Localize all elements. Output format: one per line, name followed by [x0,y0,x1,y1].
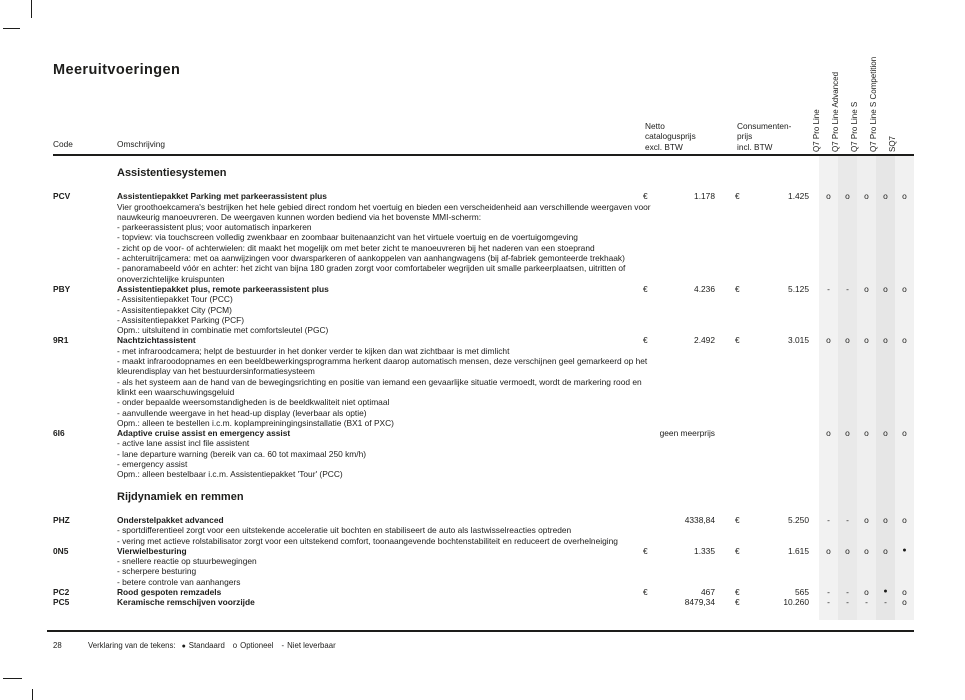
availability-marker: o [883,428,888,439]
availability-marker: o [883,283,888,294]
option-detail-line: - Assisitentiepakket City (PCM) [117,304,232,315]
legend-label: Verklaring van de tekens: [88,641,176,650]
option-title: Keramische remschijven voorzijde [117,597,255,608]
netto-header-line: excl. BTW [645,141,683,152]
legend-item-standard [182,641,225,650]
netto-price [643,428,715,438]
availability-marker: o [883,335,888,346]
option-detail-line: - topview: via touchscreen volledig zwenkbaar en zoombaar buitenaanzicht van het virtuele voertuig en de voertuigomgeving [117,232,578,243]
availability-marker: o [864,514,869,525]
legend-item-label: Optioneel [240,641,274,650]
trim-column-label: Q7 Pro Line S Competition [869,56,878,152]
section-heading: Assistentiesystemen [117,167,227,179]
availability-marker: o [902,514,907,525]
consumer-amount: 1.425 [788,191,809,202]
netto-price [643,546,715,556]
availability-marker: o [902,283,907,294]
option-detail-line: Opm.: alleen bestelbaar i.c.m. Assistentiepakket 'Tour' (PCC) [117,469,343,480]
availability-marker: o [864,545,869,556]
option-detail-line: - emergency assist [117,459,188,470]
netto-price [643,335,715,345]
availability-marker: - [846,597,849,608]
option-detail-line: Opm.: alleen te bestellen i.c.m. koplampreiningingsinstallatie (BX1 of PXC) [117,417,394,428]
availability-marker: o [845,335,850,346]
footer-rule [47,630,914,632]
option-detail-line: - Assisitentiepakket Tour (PCC) [117,294,233,305]
euro-symbol: € [735,191,740,202]
crop-mark-bottom-left-vertical [32,689,33,700]
option-detail-line: - lane departure warning (bereik van ca. 60 tot maximaal 250 km/h) [117,448,367,459]
trim-column-label: Q7 Pro Line [812,109,821,152]
option-detail-line: - panoramabeeld vóór en achter: het zicht van bijna 180 graden zorgt voor comfortabeler wegrijden uit smalle parkeerplaatsen, uitritten of [117,263,626,274]
euro-symbol: € [735,597,740,608]
option-title: Nachtzichtassistent [117,335,196,346]
netto-amount: geen meerprijs [659,428,715,439]
option-detail-line: - snellere reactie op stuurbewegingen [117,556,257,567]
consumer-price [735,191,809,201]
crop-mark-bottom-left-horizontal [3,678,22,679]
availability-marker: - [884,597,887,608]
option-code: 6I6 [53,428,65,439]
consumer-header-line: prijs [737,131,753,142]
option-detail-line: kleurendisplay van het bestuurdersinformatiesysteem [117,366,315,377]
netto-price [643,597,715,607]
option-detail-line: - sportdifferentieel zorgt voor een uitstekende acceleratie uit bochten en stabiliseert de auto als lastwisselreacties optreden [117,525,572,536]
page-title: Meeruitvoeringen [53,62,181,78]
consumer-amount: 1.615 [788,545,809,556]
option-detail-line: Vier groothoekcamera's bestrijken het hele gebied direct rondom het voertuig en bieden een verscheidenheid aan verschillende weergaven voor [117,201,651,212]
option-row [53,515,914,546]
option-detail-line: - als het systeem aan de hand van de bewegingsrichting en positie van iemand een gevaarlijke situatie vermoedt, wordt de markering rood en [117,376,642,387]
option-code: PC5 [53,597,70,608]
availability-markers [819,335,914,345]
option-detail-line: - active lane assist incl file assistent [117,438,250,449]
availability-marker: o [902,586,907,597]
optional-circle-icon: o [232,641,238,650]
crop-mark-top-left-vertical [31,0,32,18]
option-row [53,428,914,479]
option-description [117,587,643,597]
netto-amount: 8479,34 [684,597,715,608]
option-detail-line: - achteruitrijcamera: met oa aanwijzingen voor dwarsparkeren of aankoppelen van aanhangwagens (bij af-fabriek gemonteerde trekhaak) [117,253,625,264]
option-title: Adaptive cruise assist en emergency assist [117,428,291,439]
netto-amount: 2.492 [694,335,715,346]
consumer-amount: 5.250 [788,514,809,525]
euro-symbol: € [735,335,740,346]
availability-marker: o [845,428,850,439]
availability-marker: o [864,191,869,202]
option-detail-line: nauwkeurig manoeuvreren. De weergaven kunnen worden bediend via het bovenste MMI-scherm: [117,211,482,222]
legend-item-optional [233,641,274,650]
netto-header-line: catalogusprijs [645,131,696,142]
euro-symbol: € [735,283,740,294]
availability-marker: ● [902,546,907,554]
availability-marker: - [827,597,830,608]
trim-column-label: Q7 Pro Line S [850,101,859,152]
availability-marker: o [864,586,869,597]
options-table-body [53,156,914,608]
option-detail-line: - maakt infraroodopnames en een beeldbewerkingsprogramma herkent daarop automatisch mensen, deze verschijnen geel gemarkeerd op het [117,356,648,367]
option-description [117,335,648,428]
availability-marker: ● [883,587,888,595]
availability-marker: o [864,428,869,439]
netto-price [643,515,715,525]
option-title: Assistentiepakket plus, remote parkeerassistent plus [117,283,329,294]
consumer-price [735,335,809,345]
netto-price [643,191,715,201]
option-detail-line: - vering met actieve rolstabilisator zorgt voor een uitstekend comfort, toonaangevende bochtenstabiliteit en reduceert de overhelneiging [117,535,618,546]
availability-marker: - [846,283,849,294]
option-row [53,587,914,597]
option-description [117,515,643,546]
euro-symbol: € [735,586,740,597]
option-detail-line: - met infraroodcamera; helpt de bestuurder in het donker verder te kijken dan wat zichtbaar is met dimlicht [117,345,510,356]
option-row [53,597,914,607]
euro-symbol: € [643,545,648,556]
option-code: 0N5 [53,545,69,556]
option-detail-line: klinkt een waarschuwingsgeluid [117,386,235,397]
netto-price [643,587,715,597]
availability-marker: o [883,545,888,556]
column-header-netto-price [645,121,696,152]
option-description [117,546,643,587]
euro-symbol: € [735,545,740,556]
euro-symbol: € [735,514,740,525]
availability-marker: - [827,586,830,597]
option-detail-line: - zicht op de voor- of achterwielen: dit maakt het mogelijk om met beter zicht te manoeuvreren bij het naderen van een stoeprand [117,242,595,253]
legend-item-not-available [282,641,336,650]
option-detail-line: - aanvullende weergave in het head-up display (leverbaar als optie) [117,407,367,418]
option-code: 9R1 [53,335,69,346]
availability-markers [819,284,914,294]
option-row [53,546,914,587]
not-available-dash-icon: - [281,641,285,650]
euro-symbol: € [643,335,648,346]
consumer-amount: 5.125 [788,283,809,294]
availability-marker: - [846,514,849,525]
page-number: 28 [53,641,62,650]
option-code: PHZ [53,514,70,525]
consumer-header-line: incl. BTW [737,141,773,152]
option-code: PBY [53,283,71,294]
option-description [117,284,643,335]
availability-marker: - [827,514,830,525]
availability-marker: o [902,191,907,202]
standard-dot-icon: ● [181,643,186,650]
availability-marker: - [827,283,830,294]
option-description [117,191,651,284]
euro-symbol: € [643,586,648,597]
availability-marker: o [883,191,888,202]
option-detail-line: - scherpere besturing [117,566,197,577]
availability-marker: o [826,545,831,556]
euro-symbol: € [643,191,648,202]
option-title: Vierwielbesturing [117,545,187,556]
option-detail-line: - onder bepaalde weersomstandigheden is de beeldkwaliteit niet optimaal [117,397,390,408]
consumer-price [735,284,809,294]
availability-marker: o [845,191,850,202]
availability-markers [819,515,914,525]
column-header-code: Code [53,139,73,149]
netto-amount: 4.236 [694,283,715,294]
option-title: Assistentiepakket Parking met parkeerassistent plus [117,191,327,202]
availability-marker: o [826,335,831,346]
trim-column-label: SQ7 [888,135,897,152]
availability-marker: o [902,428,907,439]
availability-markers [819,191,914,201]
column-header-description: Omschrijving [117,139,165,149]
netto-price [643,284,715,294]
consumer-amount: 3.015 [788,335,809,346]
netto-amount: 4338,84 [684,514,715,525]
option-title: Rood gespoten remzadels [117,586,222,597]
availability-markers [819,428,914,438]
option-description [117,428,643,479]
availability-marker: o [826,428,831,439]
consumer-price [735,515,809,525]
legend-item-label: Niet leverbaar [287,641,336,650]
availability-marker: o [826,191,831,202]
option-row [53,191,914,284]
availability-marker: o [864,283,869,294]
option-description [117,597,643,607]
consumer-amount: 565 [795,586,809,597]
euro-symbol: € [643,283,648,294]
option-detail-line: - parkeerassistent plus; voor automatisch inparkeren [117,222,312,233]
consumer-price [735,546,809,556]
availability-markers [819,597,914,607]
availability-markers [819,587,914,597]
option-code: PCV [53,191,71,202]
option-title: Onderstelpakket advanced [117,514,224,525]
availability-marker: - [846,586,849,597]
netto-amount: 467 [701,586,715,597]
consumer-header-line: Consumenten- [737,121,792,131]
option-detail-line: Opm.: uitsluitend in combinatie met comfortsleutel (PGC) [117,325,329,336]
availability-markers [819,546,914,556]
netto-header-line: Netto [645,121,665,131]
consumer-price [735,597,809,607]
legend-item-label: Standaard [188,641,225,650]
consumer-price [735,587,809,597]
availability-marker: - [865,597,868,608]
availability-marker: o [902,597,907,608]
availability-marker: o [864,335,869,346]
availability-marker: o [902,335,907,346]
option-code: PC2 [53,586,70,597]
trim-column-label: Q7 Pro Line Advanced [831,71,840,152]
option-detail-line: onoverzichtelijke kruispunten [117,273,225,284]
column-header-consumer-price [737,121,791,152]
option-detail-line: - Assisitentiepakket Parking (PCF) [117,314,245,325]
consumer-amount: 10.260 [783,597,809,608]
option-row [53,335,914,428]
option-detail-line: - betere controle van aanhangers [117,576,241,587]
page-footer [53,641,344,650]
netto-amount: 1.335 [694,545,715,556]
section-heading: Rijdynamiek en remmen [117,490,244,503]
availability-marker: o [845,545,850,556]
availability-marker: o [883,514,888,525]
crop-mark-top-left-horizontal [3,28,20,29]
option-row [53,284,914,335]
netto-amount: 1.178 [694,191,715,202]
